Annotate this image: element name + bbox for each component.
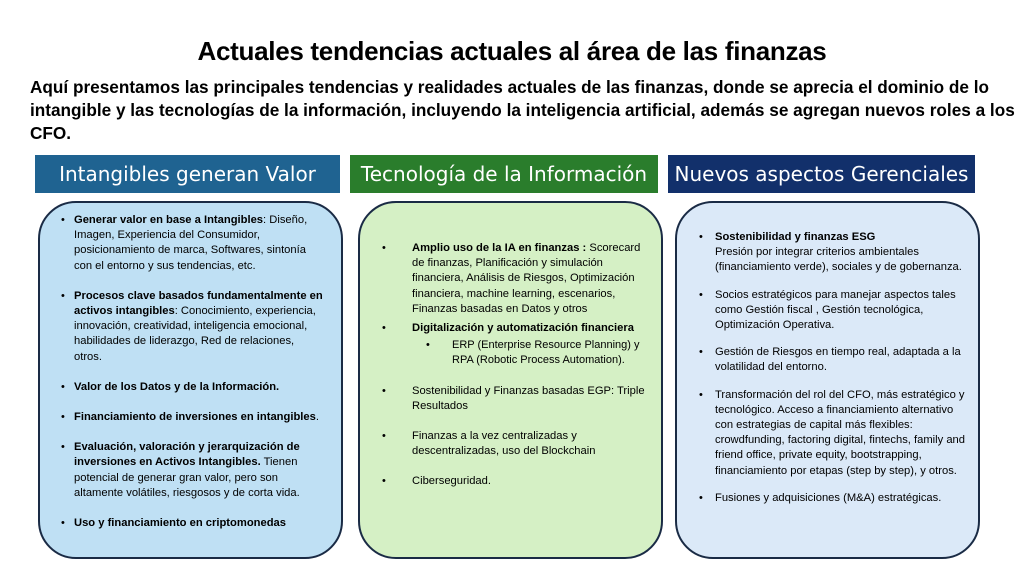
page-title: Actuales tendencias actuales al área de las finanzas (197, 36, 827, 66)
list-item (412, 474, 647, 489)
item-text: . (315, 411, 319, 424)
panel-intangibles (38, 201, 343, 559)
item-text: Ciberseguridad. (412, 475, 491, 488)
item-text: Sostenibilidad y Finanzas basadas EGP: Triple Resultados (412, 384, 645, 412)
list-subitem (452, 338, 647, 368)
item-bold: Evaluación, valoración y jerarquización de inversiones en Activos Intangibles. (74, 441, 300, 469)
item-bold: Digitalización y automatización financiera (412, 322, 634, 335)
list-item (412, 321, 647, 336)
list-item (715, 288, 966, 334)
list-item (74, 516, 323, 531)
item-bold: Sostenibilidad y finanzas ESG (715, 231, 876, 243)
list-item (74, 213, 323, 274)
list-item (715, 388, 966, 479)
list-item (715, 491, 966, 506)
item-text: Finanzas a la vez centralizadas y descentralizadas, uso del Blockchain (412, 430, 596, 458)
list-gerenciales (677, 203, 978, 506)
item-text: : Diseño, Imagen, Experiencia del Consumidor, posicionamiento de marca, Softwares, sintonía con el entorno y sus tendencias, etc. (74, 214, 308, 272)
item-text: Fusiones y adquisiciones (M&A) estratégicas. (715, 491, 942, 504)
list-item (412, 384, 647, 414)
item-text: : Conocimiento, experiencia, innovación, creatividad, inteligencia emocional, habilidades de liderazgo, Red de relaciones, otros. (74, 305, 316, 363)
item-text: Scorecard de finanzas, Planificación y simulación financiera, Análisis de Riesgos, Optimización financiera, machine learning, escenarios, Finanzas basadas en Datos y otros (412, 242, 641, 315)
item-bold: Financiamiento de inversiones en intangibles (74, 411, 316, 424)
item-text: Tienen potencial de generar gran valor, pero son altamente volátiles, riesgosos y de corta vida. (74, 456, 300, 499)
item-text: Presión por integrar criterios ambientales (financiamiento verde), sociales y de gobernanza. (715, 246, 962, 274)
panel-gerenciales (675, 201, 980, 559)
list-item (412, 241, 647, 317)
panel-tecnologia (358, 201, 663, 559)
list-item (74, 289, 323, 365)
item-text: Gestión de Riesgos en tiempo real, adaptada a la volatilidad del entorno. (715, 346, 961, 374)
list-item (74, 380, 323, 395)
item-text: ERP (Enterprise Resource Planning) y RPA (Robotic Process Automation). (452, 339, 640, 367)
list-tecnologia (360, 203, 661, 490)
list-intangibles (40, 203, 341, 531)
item-bold: Procesos clave basados fundamentalmente en activos intangibles (74, 289, 323, 318)
list-item (412, 429, 647, 459)
header-intangibles: Intangibles generan Valor (35, 155, 340, 193)
list-item (715, 230, 966, 276)
list-item (715, 345, 966, 375)
item-text: Transformación del rol del CFO, más estratégico y tecnológico. Acceso a financiamiento alternativo con estrategias de capital más flexibles: crowdfunding, factoring digital, fintechs, family and friend office, private equity, bootstrapping, financiamiento por etapas (step by step), y otros. (715, 388, 965, 477)
item-bold: Valor de los Datos y de la Información. (74, 380, 280, 393)
intro-paragraph: Aquí presentamos las principales tendencias y realidades actuales de las finanzas, donde se aprecia el dominio de lo intangible y las tecnologías de la información, incluyendo la inteligencia artificial, además se agregan nuevos roles a los CFO. (30, 77, 1015, 143)
item-bold: Uso y financiamiento en criptomonedas (74, 517, 286, 530)
item-bold: Amplio uso de la IA en finanzas : (412, 242, 587, 254)
header-gerenciales: Nuevos aspectos Gerenciales (668, 155, 975, 193)
item-text: Socios estratégicos para manejar aspectos tales como Gestión fiscal , Gestión tecnológica, Optimización Operativa. (715, 288, 956, 332)
list-item (74, 410, 323, 425)
header-tecnologia: Tecnología de la Información (350, 155, 658, 193)
list-item (74, 440, 323, 501)
item-bold: Generar valor en base a Intangibles (74, 214, 264, 226)
